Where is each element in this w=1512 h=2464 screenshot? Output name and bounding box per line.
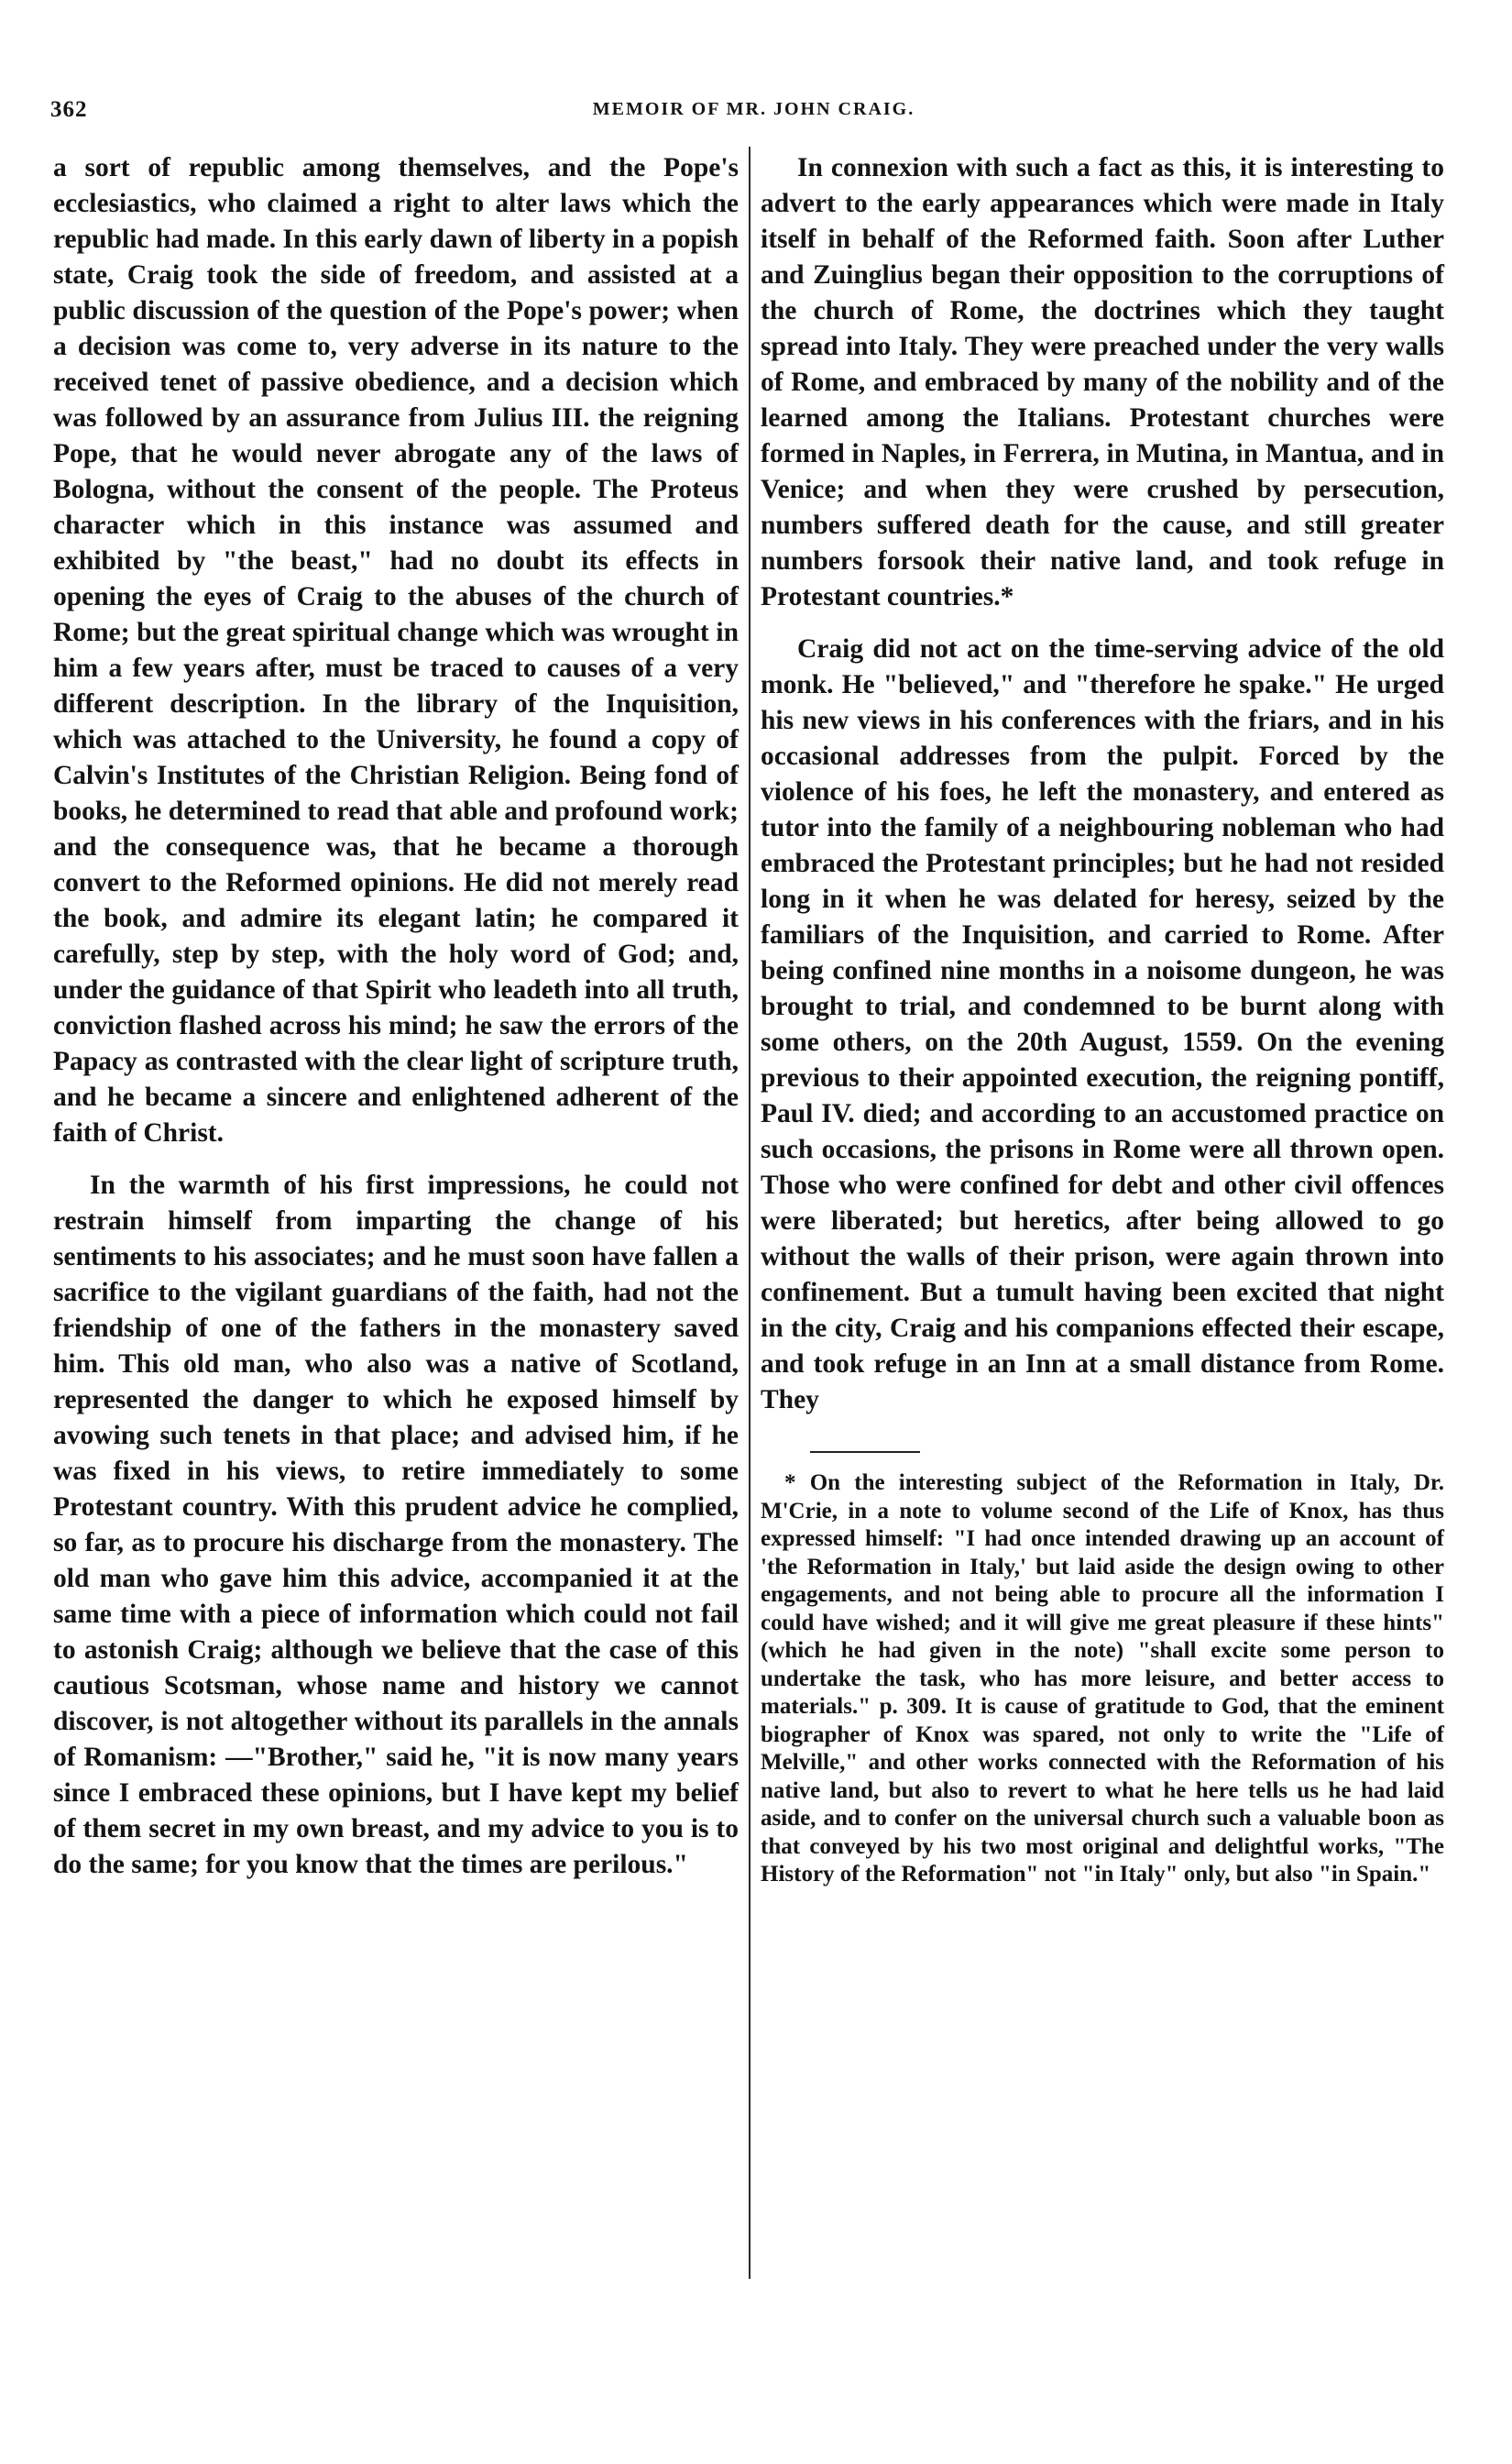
paragraph: a sort of republic among themselves, and the Pope's ecclesiastics, who claimed a right to alter laws which the republic had made. In this early dawn of liberty in a popish state, Craig took the side of freedom, and assisted at a public discussion of the question of the Pope's power; when a decision was come to, very adverse in its nature to the received tenet of passive obedience, and a decision which was followed by an assurance from Julius III. the reigning Pope, that he would never abrogate any of the laws of Bologna, without the consent of the people. The Proteus character which in this instance was assumed and exhibited by "the beast," had no doubt its effects in opening the eyes of Craig to the abuses of the church of Rome; but the great spiritual change which was wrought in him a few years after, must be traced to causes of a very different description. In the library of the Inquisition, which was attached to the University, he found a copy of Calvin's Institutes of the Christian Religion. Being fond of books, he determined to read that able and profound work; and the consequence was, that he became a thorough convert to the Reformed opinions. He did not merely read the book, and admire its elegant latin; he compared it carefully, step by step, with the holy word of God; and, under the guidance of that Spirit who leadeth into all truth, conviction flashed across his mind; he saw the errors of the Papacy as contrasted with the clear light of scripture truth, and he became a sincere and enlightened adherent of the faith of Christ. [53, 153, 739, 1148]
left-column [53, 150, 739, 1883]
paragraph: In connexion with such a fact as this, it is interesting to advert to the early appearances which were made in Italy itself in behalf of the Reformed faith. Soon after Luther and Zuinglius began their opposition to the corruptions of the church of Rome, the doctrines which they taught spread into Italy. They were preached under the very walls of Rome, and embraced by many of the nobility and of the learned among the Italians. Protestant churches were formed in Naples, in Ferrera, in Mutina, in Mantua, and in Venice; and when they were crushed by persecution, numbers suffered death for the cause, and still greater numbers forsook their native land, and took refuge in Protestant countries.* [761, 153, 1444, 611]
footnote: * On the interesting subject of the Reformation in Italy, Dr. M'Crie, in a note to volume second of the Life of Knox, has thus expressed himself: "I had once intended drawing up an account of 'the Reformation in Italy,' but laid aside the design owing to other engagements, and not being able to procure all the information I could have wished; and it will give me great pleasure if these hints" (which he had given in the note) "shall excite some person to undertake the task, who has more leisure, and better access to materials." p. 309. It is cause of gratitude to God, that the eminent biographer of Knox was spared, not only to write the "Life of Melville," and other works connected with the Reformation of his native land, but also to revert to what he here tells us he had laid aside, and to confer on the universal church such a valuable boon as that conveyed by his two most original and delightful works, "The History of the Reformation" not "in Italy" only, but also "in Spain." [761, 1470, 1444, 1886]
paragraph: Craig did not act on the time-serving advice of the old monk. He "believed," and "therefore he spake." He urged his new views in his conferences with the friars, and in his occasional addresses from the pulpit. Forced by the violence of his foes, he left the monastery, and entered as tutor into the family of a neighbouring nobleman who had embraced the Protestant principles; but he had not resided long in it when he was delated for heresy, seized by the familiars of the Inquisition, and carried to Rome. After being confined nine months in a noisome dungeon, he was brought to trial, and condemned to be burnt along with some others, on the 20th August, 1559. On the evening previous to their appointed execution, the reigning pontiff, Paul IV. died; and according to an accustomed practice on such occasions, the prisons in Rome were all thrown open. Those who were confined for debt and other civil offences were liberated; but heretics, after being allowed to go without the walls of their prison, were again thrown into confinement. But a tumult having been excited that night in the city, Craig and his companions effected their escape, and took refuge in an Inn at a small distance from Rome. They [761, 634, 1444, 1414]
page-header [50, 97, 1457, 130]
page-number: 362 [50, 97, 88, 122]
paragraph: In the warmth of his first impressions, he could not restrain himself from imparting the change of his sentiments to his associates; and he must soon have fallen a sacrifice to the vigilant guardians of the faith, had not the friendship of one of the fathers in the monastery saved him. This old man, who also was a native of Scotland, represented the danger to which he exposed himself by avowing such tenets in that place; and advised him, if he was fixed in his views, to retire immediately to some Protestant country. With this prudent advice he complied, so far, as to procure his discharge from the monastery. The old man who gave him this advice, accompanied it at the same time with a piece of information which could not fail to astonish Craig; although we believe that the case of this cautious Scotsman, whose name and history we cannot discover, is not altogether without its parallels in the annals of Romanism: —"Brother," said he, "it is now many years since I embraced these opinions, but I have kept my belief of them secret in my own breast, and my advice to you is to do the same; for you know that the times are perilous." [53, 1171, 739, 1879]
column-divider [749, 147, 751, 2279]
running-title: MEMOIR OF MR. JOHN CRAIG. [592, 99, 915, 119]
right-column [761, 150, 1444, 1889]
footnote-rule [810, 1451, 920, 1453]
